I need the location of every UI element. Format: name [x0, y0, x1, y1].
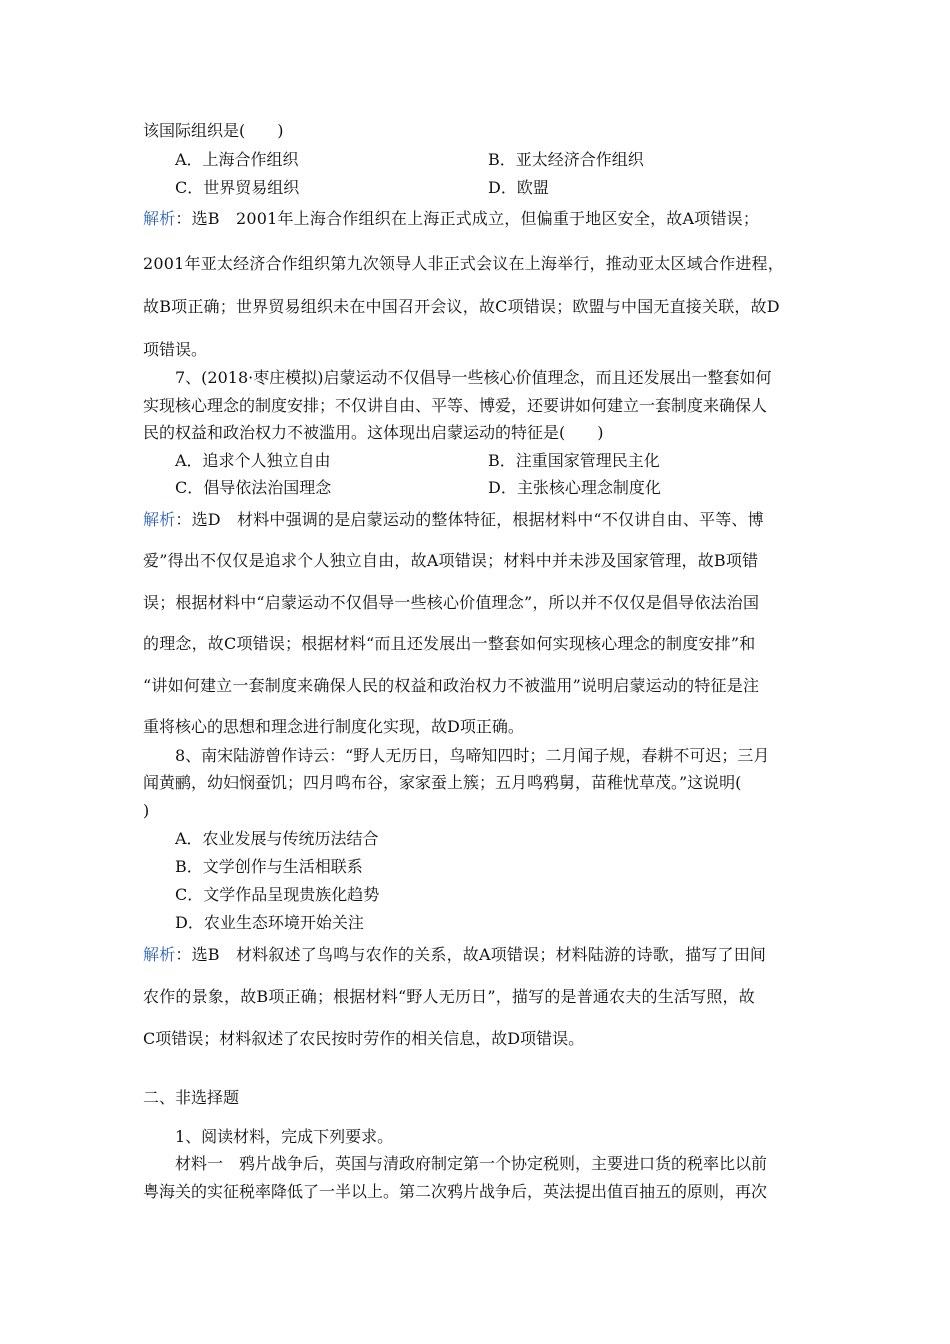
q7-option-a: A．追求个人独立自由 [175, 451, 331, 470]
q8-option-b: B．文学创作与生活相联系 [175, 857, 363, 876]
q7-analysis-line-3: 误；根据材料中“启蒙运动不仅倡导一些核心价值理念”，所以并不仅仅是倡导依法治国 [143, 593, 760, 612]
q7-analysis-line-1: 解析：选D 材料中强调的是启蒙运动的整体特征，根据材料中“不仅讲自由、平等、博 [143, 510, 764, 529]
q8-option-d: D．农业生态环境开始关注 [175, 913, 364, 932]
analysis-label: 解析 [143, 510, 176, 529]
q8-stem-line-2: 闻黄鹂，幼妇悯蚕饥；四月鸣布谷，家家蚕上簇；五月鸣鸦舅，苗稚忧草茂。”这说明( [143, 773, 742, 792]
q8-analysis-line-2: 农作的景象，故B项正确；根据材料“野人无历日”，描写的是普通农夫的生活写照，故 [143, 987, 755, 1006]
q6-option-d: D．欧盟 [488, 178, 549, 197]
q6-analysis-line-3: 故B项正确；世界贸易组织未在中国召开会议，故C项错误；欧盟与中国无直接关联，故D [143, 297, 780, 316]
q6-option-c: C．世界贸易组织 [175, 178, 300, 197]
q8-option-c: C．文学作品呈现贵族化趋势 [175, 885, 380, 904]
q6-stem-tail: 该国际组织是( ) [143, 121, 284, 140]
q7-analysis-line-2: 爱”得出不仅仅是追求个人独立自由，故A项错误；材料中并未涉及国家管理，故B项错 [143, 551, 759, 570]
q7-stem-line-2: 实现核心理念的制度安排；不仅讲自由、平等、博爱，还要讲如何建立一套制度来确保人 [143, 396, 768, 415]
q8-stem-line-1: 8、南宋陆游曾作诗云：“野人无历日，鸟啼知四时；二月闻子规，春耕不可迟；三月 [175, 746, 770, 765]
q6-analysis-line-1: 解析：选B 2001年上海合作组织在上海正式成立，但偏重于地区安全，故A项错误； [143, 209, 760, 228]
q8-analysis-line-3: C项错误；材料叙述了农民按时劳作的相关信息，故D项错误。 [143, 1029, 585, 1048]
q1-intro: 1、阅读材料，完成下列要求。 [175, 1127, 394, 1146]
q7-stem-line-1: 7、(2018·枣庄模拟)启蒙运动不仅倡导一些核心价值理念，而且还发展出一整套如何 [175, 368, 772, 387]
q7-analysis-line-4: 的理念，故C项错误；根据材料“而且还发展出一整套如何实现核心理念的制度安排”和 [143, 634, 756, 653]
q7-option-b: B．注重国家管理民主化 [488, 451, 660, 470]
q8-stem-line-3: ) [143, 801, 150, 820]
q6-option-b: B．亚太经济合作组织 [488, 150, 644, 169]
q6-analysis-line-4: 项错误。 [143, 340, 208, 359]
analysis-label: 解析 [143, 945, 176, 964]
q6-analysis-line-2: 2001年亚太经济合作组织第九次领导人非正式会议在上海举行，推动亚太区域合作进程， [143, 254, 784, 273]
q7-option-d: D．主张核心理念制度化 [488, 478, 661, 497]
q8-analysis-line-1: 解析：选B 材料叙述了鸟鸣与农作的关系，故A项错误；材料陆游的诗歌，描写了田间 [143, 945, 767, 964]
section-heading: 二、非选择题 [143, 1088, 240, 1107]
q7-analysis-line-5: “讲如何建立一套制度来确保人民的权益和政治权力不被滥用”说明启蒙运动的特征是注 [143, 676, 760, 695]
material-line-1: 材料一 鸦片战争后，英国与清政府制定第一个协定税则，主要进口货的税率比以前 [175, 1154, 768, 1173]
q7-analysis-line-6: 重将核心的思想和理念进行制度化实现，故D项正确。 [143, 717, 524, 736]
material-line-2: 粤海关的实征税率降低了一半以上。第二次鸦片战争后，英法提出值百抽五的原则，再次 [143, 1182, 768, 1201]
analysis-label: 解析 [143, 209, 176, 228]
q7-option-c: C．倡导依法治国理念 [175, 478, 332, 497]
q6-option-a: A．上海合作组织 [175, 150, 299, 169]
q7-stem-line-3: 民的权益和政治权力不被滥用。这体现出启蒙运动的特征是( ) [143, 423, 604, 442]
q8-option-a: A．农业发展与传统历法结合 [175, 829, 379, 848]
